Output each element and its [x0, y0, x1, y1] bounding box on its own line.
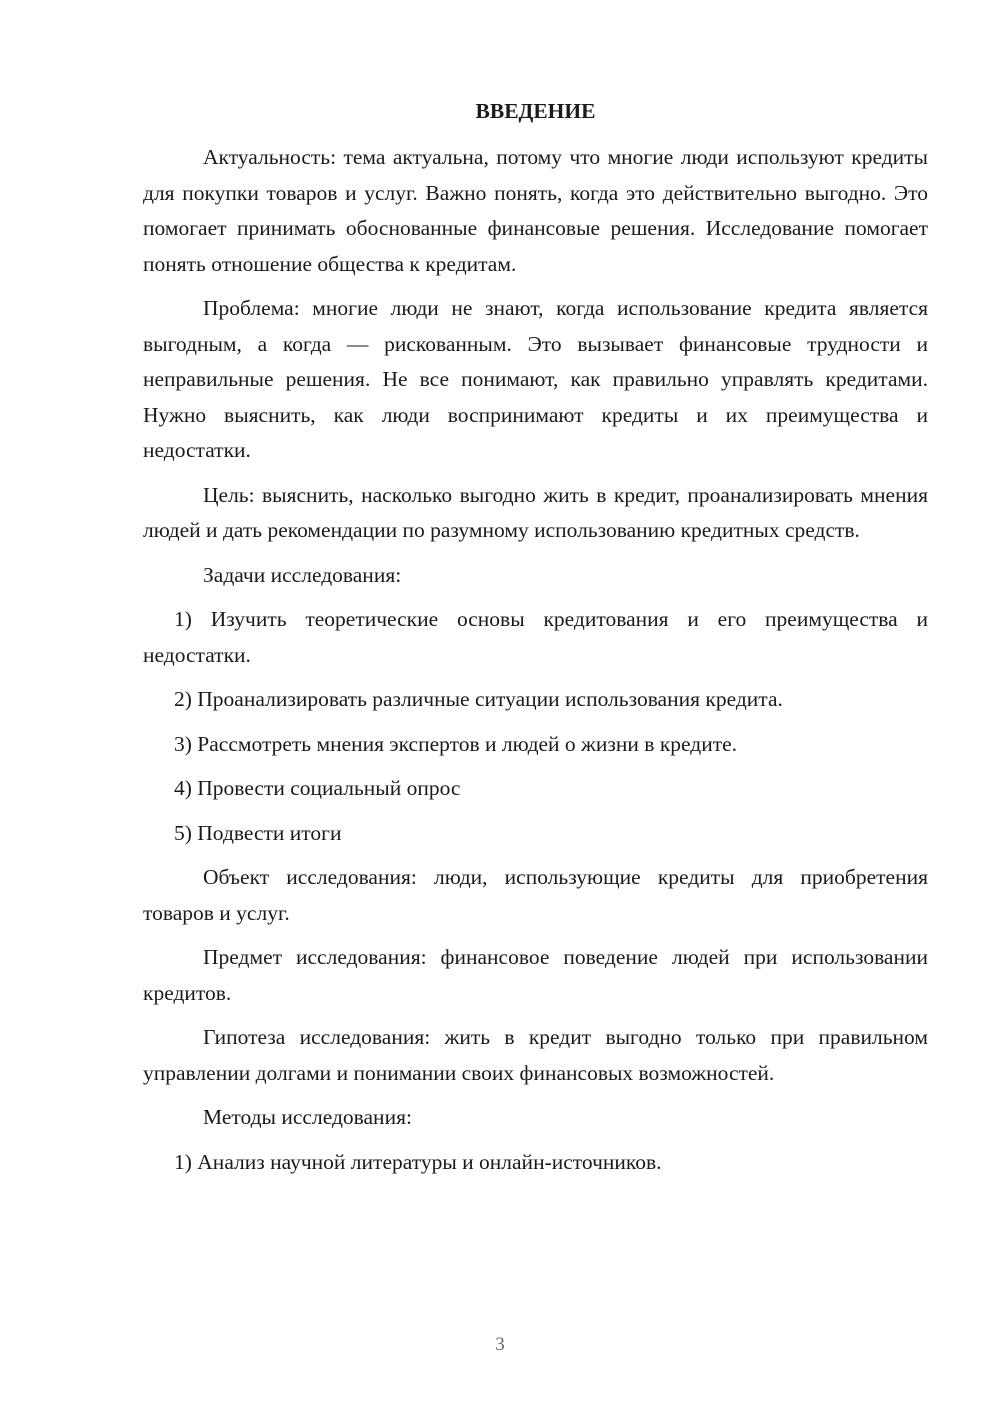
- task-item: 1) Изучить теоретические основы кредитования и его преимущества и недостатки.: [143, 607, 928, 667]
- methods-heading: Методы исследования:: [203, 1105, 412, 1129]
- relevance-paragraph: Актуальность: тема актуальна, потому что многие люди используют кредиты для покупки товаров и услуг. Важно понять, когда это действительно выгодно. Это помогает принимать обоснованные финансовые решения. Исследование помогает понять отношение общества к кредитам.: [143, 145, 928, 276]
- task-item: 4) Провести социальный опрос: [174, 776, 461, 800]
- task-item: 3) Рассмотреть мнения экспертов и людей о жизни в кредите.: [174, 731, 738, 756]
- problem-paragraph: Проблема: многие люди не знают, когда использование кредита является выгодным, а когда — рискованным. Это вызывает финансовые трудности и неправильные решения. Не все понимают, как правильно управлять кредитами. Нужно выяснить, как люди воспринимают кредиты и их преимущества и недостатки.: [143, 296, 928, 462]
- method-item: 1) Анализ научной литературы и онлайн-источников.: [174, 1149, 662, 1174]
- task-item: 2) Проанализировать различные ситуации использования кредита.: [174, 687, 783, 711]
- hypothesis-paragraph: Гипотеза исследования: жить в кредит выгодно только при правильном управлении долгами и понимании своих финансовых возможностей.: [143, 1025, 928, 1085]
- subject-paragraph: Предмет исследования: финансовое поведение людей при использовании кредитов.: [143, 945, 928, 1005]
- goal-paragraph: Цель: выяснить, насколько выгодно жить в кредит, проанализировать мнения людей и дать рекомендации по разумному использованию кредитных средств.: [143, 482, 928, 542]
- document-page: [143, 96, 928, 1189]
- page-number: 3: [495, 1334, 505, 1355]
- section-title: ВВЕДЕНИЕ: [475, 99, 596, 123]
- object-paragraph: Объект исследования: люди, использующие кредиты для приобретения товаров и услуг.: [143, 865, 928, 925]
- task-item: 5) Подвести итоги: [174, 820, 342, 845]
- tasks-heading: Задачи исследования:: [203, 562, 402, 587]
